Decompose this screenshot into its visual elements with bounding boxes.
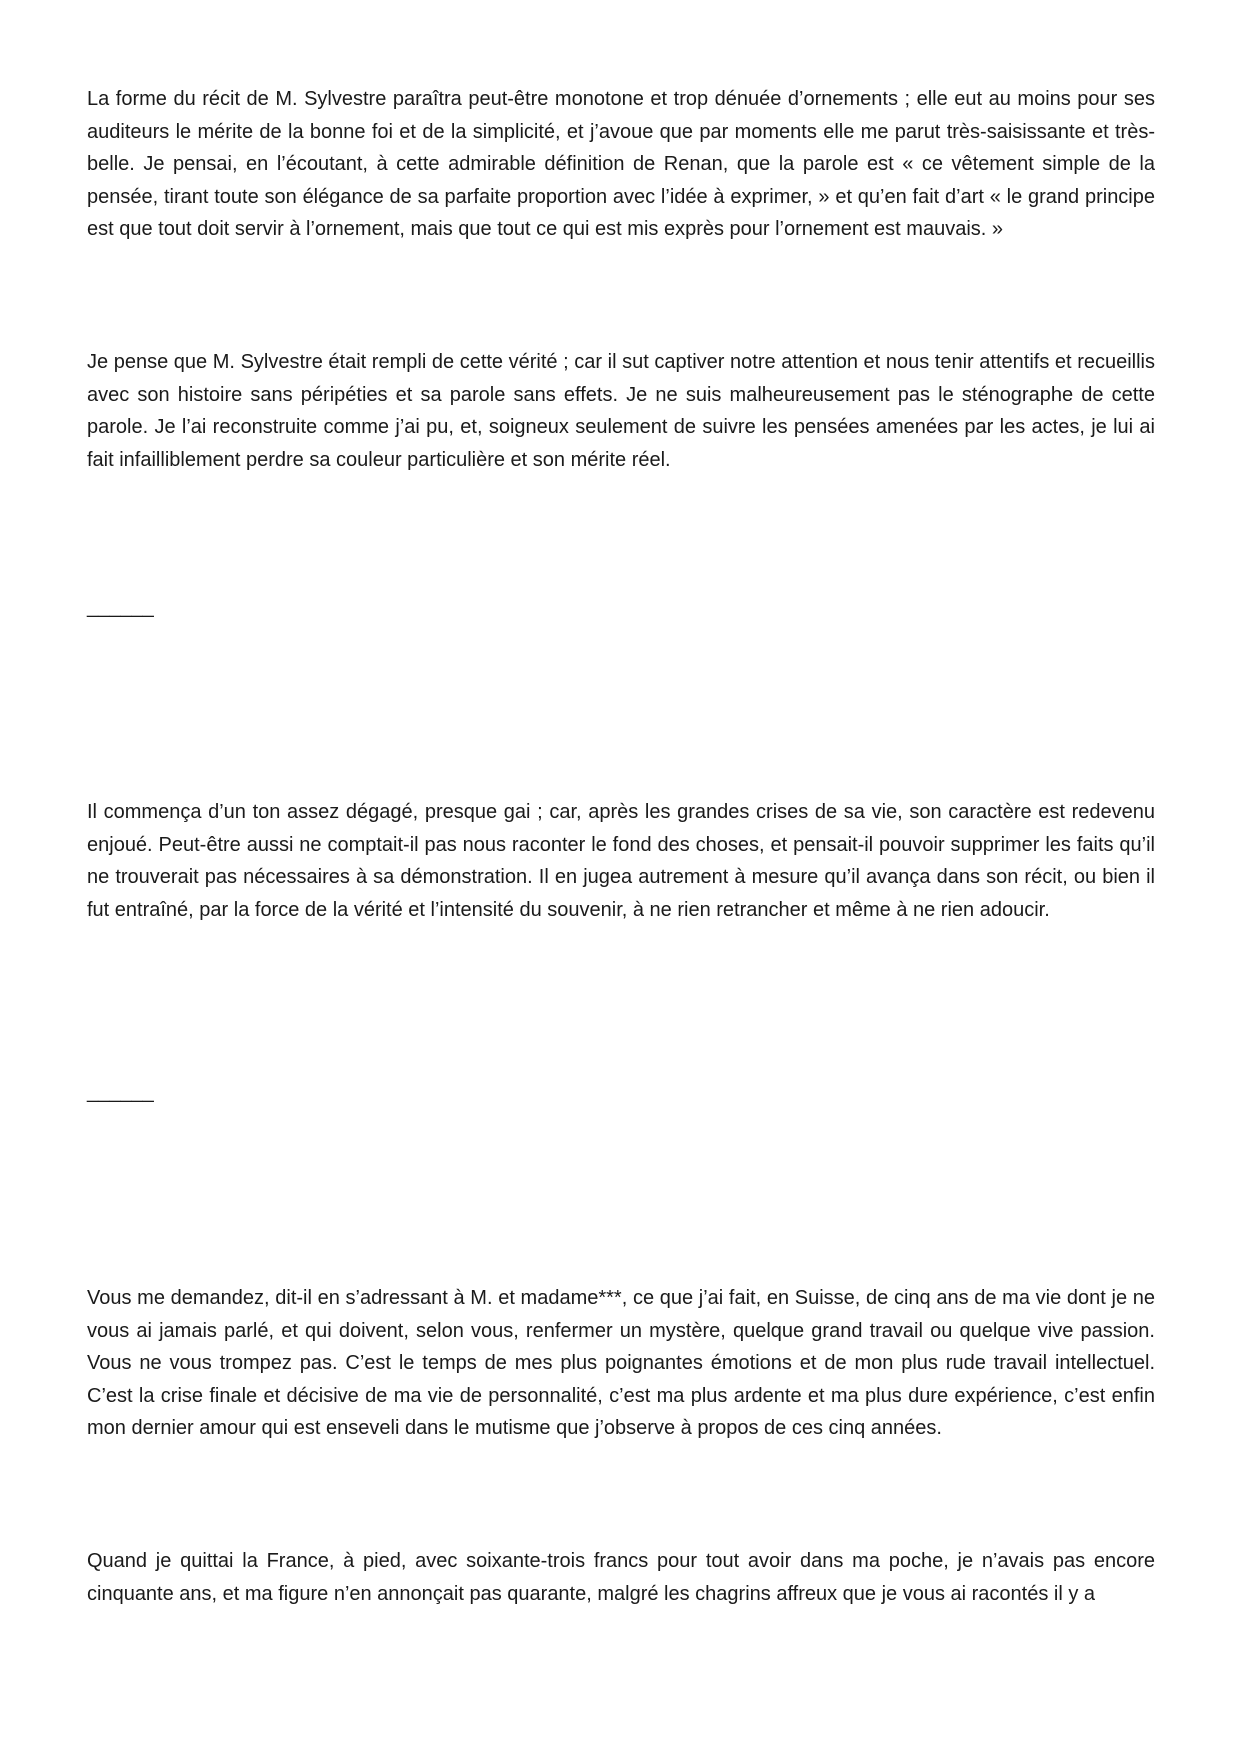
section-separator: ______ bbox=[87, 596, 154, 618]
paragraph: Il commença d’un ton assez dégagé, presque gai ; car, après les grandes crises de sa vie, son caractère est redevenu enjoué. Peut-être aussi ne comptait-il pas nous raconter le fond des choses, et pensait-il pouvoir supprimer les faits qu’il ne trouverait pas nécessaires à sa démonstration. Il en jugea autrement à mesure qu’il avança dans son récit, ou bien il fut entraîné, par la force de la vérité et l’intensité du souvenir, à ne rien retrancher et même à ne rien adoucir. bbox=[87, 801, 1155, 921]
paragraph: Vous me demandez, dit-il en s’adressant à M. et madame***, ce que j’ai fait, en Suisse, de cinq ans de ma vie dont je ne vous ai jamais parlé, et qui doivent, selon vous, renfermer un mystère, quelque grand travail ou quelque vive passion. Vous ne vous trompez pas. C’est le temps de mes plus poignantes émotions et de mon plus rude travail intellectuel. C’est la crise finale et décisive de ma vie de personnalité, c’est ma plus ardente et ma plus dure expérience, c’est enfin mon dernier amour qui est enseveli dans le mutisme que j’observe à propos de ces cinq années. bbox=[87, 1287, 1155, 1439]
section-separator: ______ bbox=[87, 1081, 154, 1103]
paragraph: La forme du récit de M. Sylvestre paraîtra peut-être monotone et trop dénuée d’ornements ; elle eut au moins pour ses auditeurs le mérite de la bonne foi et de la simplicité, et j’avoue que par moments elle me parut très-saisissante et très-belle. Je pensai, en l’écoutant, à cette admirable définition de Renan, que la parole est « ce vêtement simple de la pensée, tirant toute son élégance de sa parfaite proportion avec l’idée à exprimer, » et qu’en fait d’art « le grand principe est que tout doit servir à l’ornement, mais que tout ce qui est mis exprès pour l’ornement est mauvais. » bbox=[87, 88, 1155, 240]
paragraph: Quand je quittai la France, à pied, avec soixante-trois francs pour tout avoir dans ma poche, je n’avais pas encore cinquante ans, et ma figure n’en annonçait pas quarante, malgré les chagrins affreux que je vous ai racontés il y a bbox=[87, 1550, 1155, 1605]
paragraph: Je pense que M. Sylvestre était rempli de cette vérité ; car il sut captiver notre attention et nous tenir attentifs et recueillis avec son histoire sans péripéties et sa parole sans effets. Je ne suis malheureusement pas le sténographe de cette parole. Je l’ai reconstruite comme j’ai pu, et, soigneux seulement de suivre les pensées amenées par les actes, je lui ai fait infailliblement perdre sa couleur particulière et son mérite réel. bbox=[87, 351, 1155, 471]
